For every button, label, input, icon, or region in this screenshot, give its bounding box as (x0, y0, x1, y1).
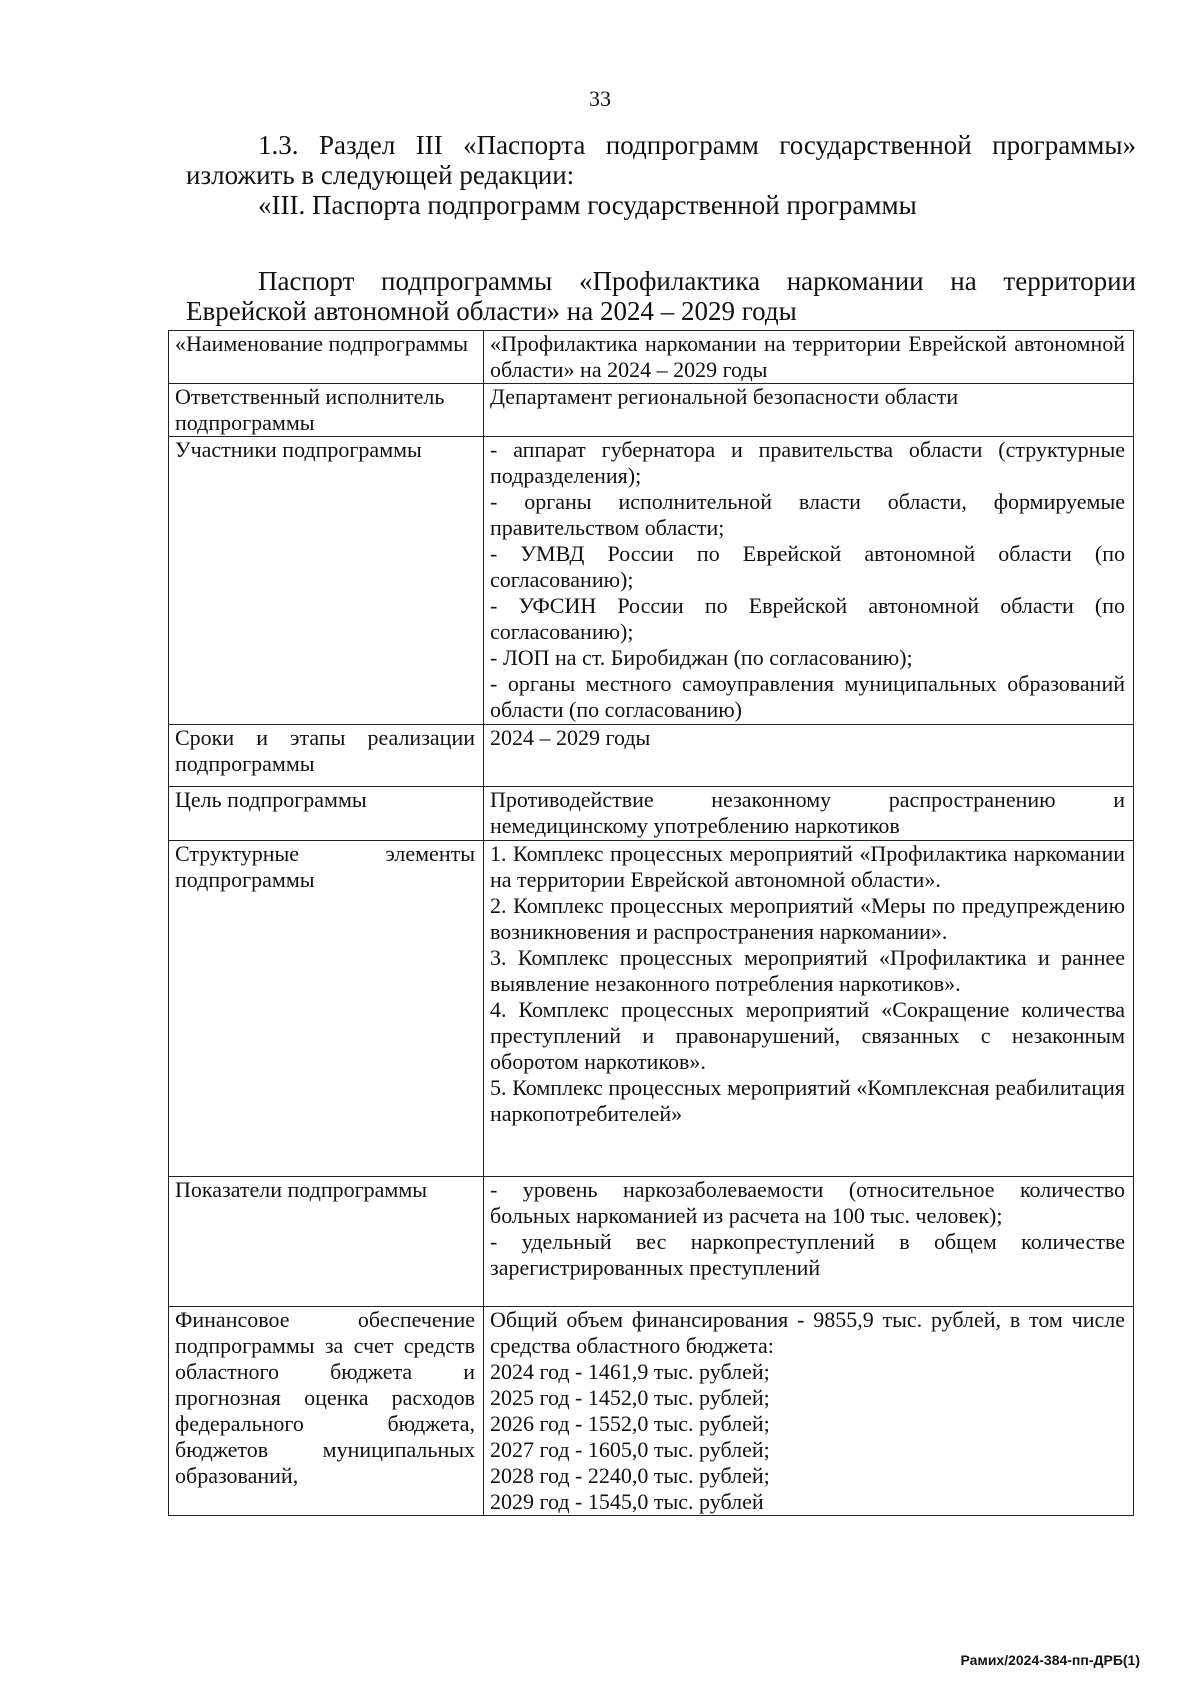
intro-line-1: 1.3. Раздел III «Паспорта подпрограмм государственной программы» изложить в следующей редакции: (186, 130, 1136, 190)
row-value-indicators (484, 1177, 1134, 1307)
value-line: 2027 год - 1605,0 тыс. рублей; (490, 1437, 770, 1462)
value-line: 2029 год - 1545,0 тыс. рублей (490, 1489, 764, 1514)
table-row (169, 331, 1134, 384)
table-row (169, 1177, 1134, 1307)
intro-text (186, 130, 1136, 220)
table-row (169, 1307, 1134, 1516)
value-line: - УФСИН России по Еврейской автономной области (по согласованию); (490, 593, 1125, 644)
passport-title: Паспорт подпрограммы «Профилактика наркомании на территории Еврейской автономной области» на 2024 – 2029 годы (186, 266, 1136, 326)
table-row (169, 787, 1134, 841)
value-line: - ЛОП на ст. Биробиджан (по согласованию); (490, 645, 913, 670)
row-label-goal: Цель подпрограммы (169, 787, 484, 841)
table-row (169, 841, 1134, 1177)
row-label-indicators: Показатели подпрограммы (169, 1177, 484, 1307)
row-value-financing (484, 1307, 1134, 1516)
row-value-executor (484, 384, 1134, 437)
value-line: Общий объем финансирования - 9855,9 тыс. рублей, в том числе средства областного бюджета: (490, 1307, 1125, 1358)
value-line: - аппарат губернатора и правительства области (структурные подразделения); (490, 437, 1125, 488)
value-line: - органы местного самоуправления муниципальных образований области (по согласованию) (490, 671, 1125, 722)
row-label-financing: Финансовое обеспечение подпрограммы за счет средств областного бюджета и прогнозная оценка расходов федерального бюджета, бюджетов муниципальных образований, (169, 1307, 484, 1516)
intro-line-2: «III. Паспорта подпрограмм государственной программы (258, 190, 917, 220)
row-label-terms: Сроки и этапы реализации подпрограммы (169, 725, 484, 787)
row-value-name (484, 331, 1134, 384)
value-line: 2028 год - 2240,0 тыс. рублей; (490, 1463, 770, 1488)
value-line: 2024 год - 1461,9 тыс. рублей; (490, 1359, 770, 1384)
value-line: 2024 – 2029 годы (490, 725, 651, 750)
value-line: 3. Комплекс процессных мероприятий «Профилактика и раннее выявление незаконного потребления наркотиков». (490, 945, 1125, 996)
table-row (169, 384, 1134, 437)
value-line: Противодействие незаконному распространению и немедицинскому употреблению наркотиков (490, 787, 1125, 838)
passport-table (168, 330, 1134, 1516)
page-number: 33 (589, 86, 611, 111)
value-line: - уровень наркозаболеваемости (относительное количество больных наркоманией из расчета на 100 тыс. человек); (490, 1177, 1125, 1228)
value-line: 2026 год - 1552,0 тыс. рублей; (490, 1411, 770, 1436)
value-line: 2025 год - 1452,0 тыс. рублей; (490, 1385, 770, 1410)
value-line: 5. Комплекс процессных мероприятий «Комплексная реабилитация наркопотребителей» (490, 1075, 1125, 1126)
row-value-terms (484, 725, 1134, 787)
value-line: 4. Комплекс процессных мероприятий «Сокращение количества преступлений и правонарушений, связанных с незаконным оборотом наркотиков». (490, 997, 1125, 1074)
row-value-participants (484, 437, 1134, 725)
row-value-goal (484, 787, 1134, 841)
table-row (169, 725, 1134, 787)
row-value-elements (484, 841, 1134, 1177)
value-line: 2. Комплекс процессных мероприятий «Меры по предупреждению возникновения и распространения наркомании». (490, 893, 1125, 944)
row-label-name: «Наименование подпрограммы (169, 331, 484, 384)
value-line: - органы исполнительной власти области, формируемые правительством области; (490, 489, 1125, 540)
value-line: - УМВД России по Еврейской автономной области (по согласованию); (490, 541, 1125, 592)
value-line: «Профилактика наркомании на территории Еврейской автономной области» на 2024 – 2029 годы (490, 331, 1125, 382)
row-label-elements: Структурные элементы подпрограммы (169, 841, 484, 1177)
value-line: Департамент региональной безопасности области (490, 384, 959, 409)
row-label-executor: Ответственный исполнитель подпрограммы (169, 384, 484, 437)
row-label-participants: Участники подпрограммы (169, 437, 484, 725)
table-row (169, 437, 1134, 725)
document-code: Рамих/2024-384-пп-ДРБ(1) (960, 1652, 1140, 1668)
value-line: 1. Комплекс процессных мероприятий «Профилактика наркомании на территории Еврейской автономной области». (490, 841, 1125, 892)
value-line: - удельный вес наркопреступлений в общем количестве зарегистрированных преступлений (490, 1229, 1125, 1280)
